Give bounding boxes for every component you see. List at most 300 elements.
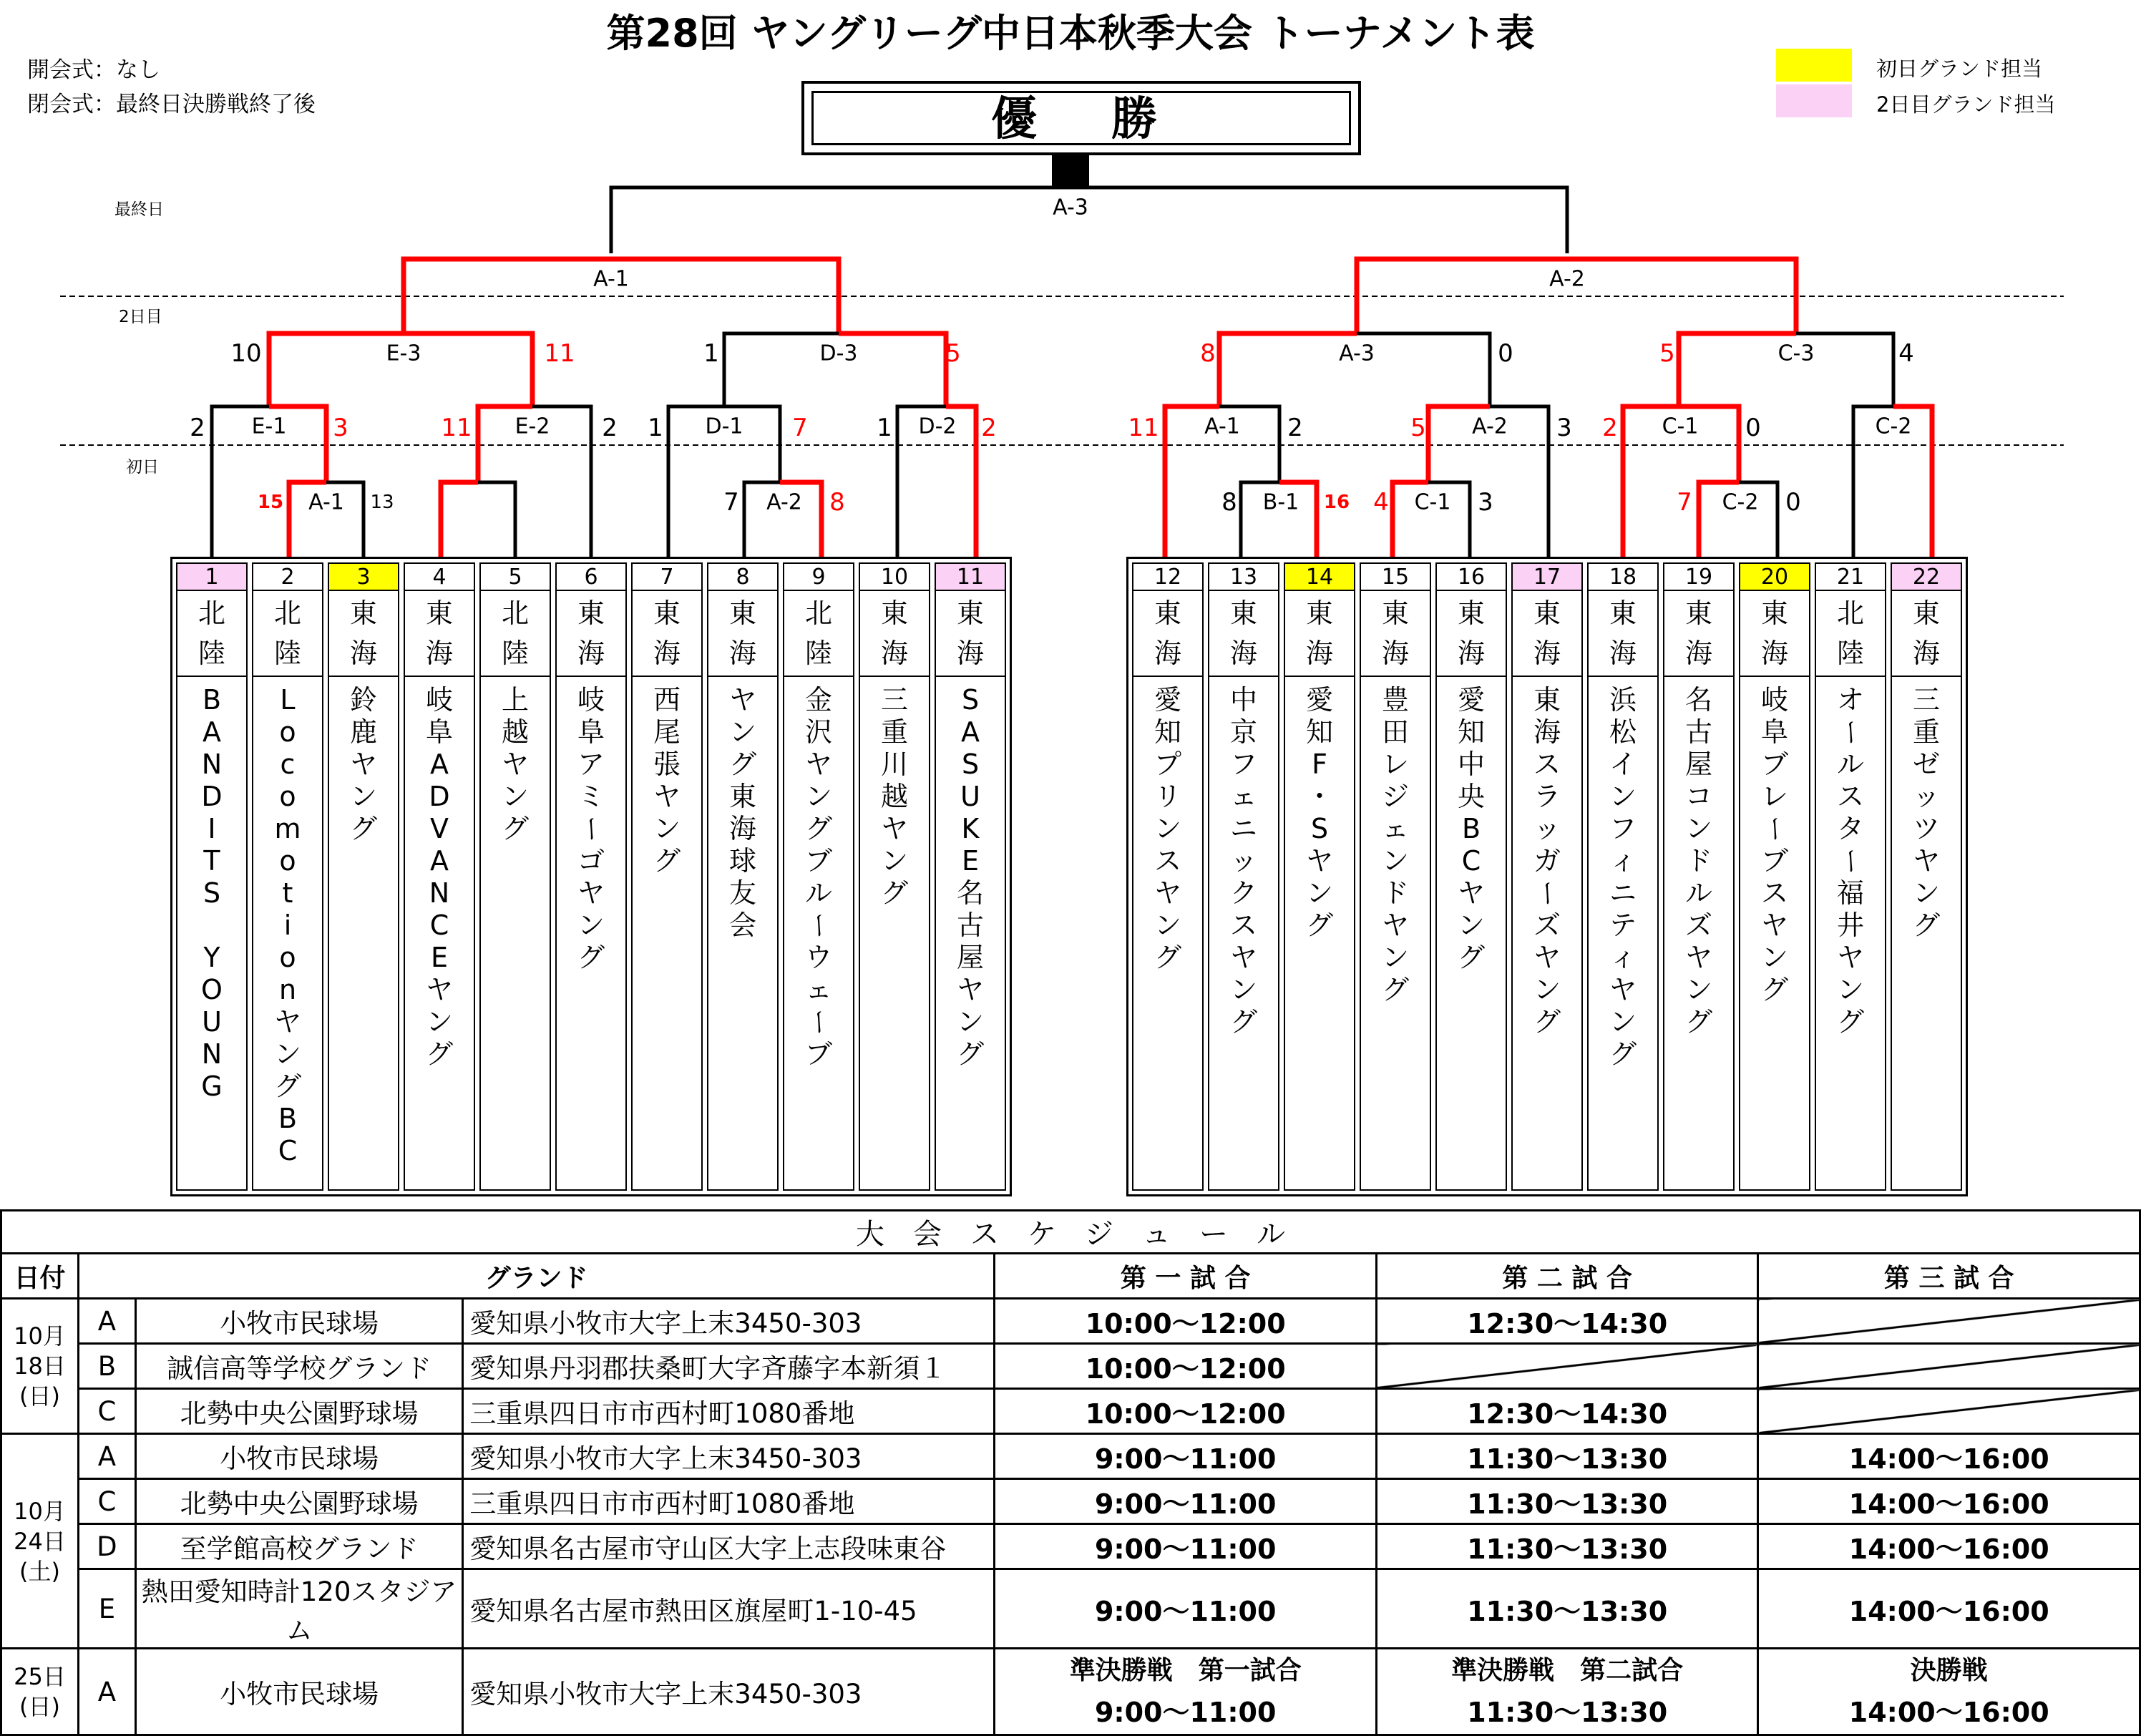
match-label: C-3: [1777, 341, 1815, 366]
team-name: [557, 677, 625, 1189]
team-region: [1816, 591, 1885, 677]
schedule-row: [1, 1389, 2140, 1434]
team-name-char: 京: [1229, 716, 1257, 748]
team-name-char: グ: [653, 845, 681, 877]
ground-name: 誠信高等学校グランド: [135, 1344, 462, 1389]
team-name: [1209, 677, 1278, 1189]
team-name-char: リ: [1154, 781, 1181, 812]
bracket-path: [1357, 333, 1490, 406]
team-column: [328, 562, 399, 1191]
team-name-char: ヤ: [1229, 942, 1257, 973]
schedule-row: [1, 1649, 2140, 1735]
team-column: [1360, 562, 1431, 1191]
team-column: [479, 562, 551, 1191]
team-region: [1285, 591, 1354, 677]
team-name-char: ヤ: [956, 974, 984, 1005]
team-name-char: ー: [1835, 718, 1867, 746]
ground-code: A: [78, 1649, 135, 1735]
team-name-char: 越: [880, 781, 908, 812]
team-name-char: グ: [956, 1038, 984, 1070]
match-score: 2: [1602, 414, 1618, 442]
team-name-char: ッ: [1912, 781, 1940, 812]
team-region: [633, 591, 701, 677]
team-name-char: 金: [804, 684, 832, 716]
team-group-left: [170, 557, 1012, 1196]
ground-address: 三重県四日市市西村町1080番地: [463, 1389, 995, 1434]
team-name-char: ン: [653, 813, 681, 844]
game-time-g3: [1758, 1389, 2140, 1434]
region-char: 海: [1305, 638, 1333, 669]
team-name-char: ド: [1684, 845, 1712, 877]
region-char: 海: [1912, 638, 1940, 669]
team-name-char: 名: [1684, 684, 1712, 716]
match-label: A-3: [1339, 341, 1375, 366]
team-name-char: ヤ: [1609, 974, 1637, 1005]
team-name-char: ミ: [577, 781, 605, 812]
team-name-char: コ: [1684, 781, 1712, 812]
team-name-char: ン: [956, 1006, 984, 1038]
team-region: [1437, 591, 1506, 677]
region-char: 東: [1609, 598, 1637, 629]
col-ground: グランド: [78, 1254, 995, 1299]
team-name-char: ン: [1836, 974, 1864, 1005]
schedule-row: [1, 1434, 2140, 1479]
team-name-char: B: [1461, 813, 1481, 844]
team-name-char: レ: [1381, 748, 1409, 780]
team-name-char: 阜: [577, 716, 605, 748]
region-char: 陸: [1836, 638, 1864, 669]
team-name-char: ウ: [804, 942, 832, 973]
team-name-char: ヤ: [425, 974, 453, 1005]
date-line: (日): [19, 1693, 60, 1720]
team-name-char: E: [961, 845, 979, 877]
team-name-char: グ: [501, 813, 529, 844]
team-column: [1435, 562, 1507, 1191]
game-time-g3: 14:00〜16:00: [1758, 1479, 2140, 1524]
match-score: 5: [1659, 339, 1675, 368]
team-name-char: ヤ: [1836, 942, 1864, 973]
team-number: 20: [1740, 564, 1809, 591]
match-score: 8: [1200, 339, 1216, 368]
team-name: [860, 677, 929, 1189]
team-name-char: o: [279, 716, 296, 748]
team-name-char: ヤ: [653, 781, 681, 812]
team-name-char: 西: [653, 684, 681, 716]
team-number: 6: [557, 564, 625, 591]
team-number: 4: [405, 564, 474, 591]
match-score: 2: [1287, 414, 1303, 442]
team-name: [329, 677, 398, 1189]
team-name-char: 東: [728, 781, 756, 812]
ground-address: 愛知県名古屋市熱田区旗屋町1-10-45: [463, 1569, 995, 1649]
match-score: 16: [1323, 492, 1350, 513]
team-number: 21: [1816, 564, 1885, 591]
team-region: [1740, 591, 1809, 677]
team-name-char: プ: [1154, 748, 1181, 780]
team-number: 18: [1589, 564, 1657, 591]
match-score: 4: [1373, 488, 1389, 517]
team-name-char: [198, 910, 225, 942]
team-name-char: U: [202, 1006, 222, 1038]
team-number: 15: [1361, 564, 1430, 591]
team-column: [1208, 562, 1279, 1191]
team-name-char: ヤ: [804, 748, 832, 780]
team-name-char: 屋: [956, 942, 984, 973]
team-column: [1511, 562, 1583, 1191]
region-char: 海: [1154, 638, 1181, 669]
team-column: [404, 562, 475, 1191]
team-name-char: N: [201, 748, 223, 780]
game-time: 14:00〜16:00: [1848, 1697, 2049, 1728]
team-name-char: フ: [1229, 748, 1257, 780]
match-score: 0: [1785, 488, 1801, 517]
game-time-g3: [1758, 1299, 2140, 1344]
team-name-char: ヤ: [501, 748, 529, 780]
team-name-char: グ: [1533, 1006, 1561, 1038]
team-name-char: ン: [1609, 781, 1637, 812]
team-name-char: ヤ: [880, 813, 908, 844]
team-name-char: ヤ: [1760, 910, 1788, 941]
ground-address: 三重県四日市市西村町1080番地: [463, 1479, 995, 1524]
team-name-char: E: [430, 942, 448, 973]
team-name-char: 三: [880, 684, 908, 716]
bracket-path: [611, 187, 1567, 253]
match-score: 8: [829, 488, 845, 517]
match-score: 3: [1556, 414, 1572, 442]
ground-code: A: [78, 1299, 135, 1344]
team-name-char: ン: [425, 1006, 453, 1038]
team-name-char: ン: [1381, 845, 1409, 877]
region-char: 東: [349, 598, 377, 629]
region-char: 海: [956, 638, 984, 669]
team-column: [707, 562, 779, 1191]
match-score: 7: [792, 414, 808, 442]
team-name-char: 古: [956, 910, 984, 941]
region-char: 東: [1381, 598, 1409, 629]
team-region: [329, 591, 398, 677]
team-name-char: ィ: [1609, 845, 1637, 877]
region-char: 北: [804, 598, 832, 629]
team-name: [936, 677, 1005, 1189]
team-name-char: 中: [1457, 748, 1485, 780]
team-name-char: 岐: [1760, 684, 1788, 716]
team-name-char: ン: [804, 781, 832, 812]
match-label-final: A-3: [1053, 195, 1088, 220]
team-name-char: グ: [577, 942, 605, 973]
ground-name: 小牧市民球場: [135, 1299, 462, 1344]
game-time-g3: 14:00〜16:00: [1758, 1524, 2140, 1569]
team-name-char: レ: [1760, 781, 1788, 812]
region-char: 陸: [197, 638, 225, 669]
team-name-char: T: [203, 845, 220, 877]
match-score: 1: [703, 339, 719, 368]
bracket-winner-path: [441, 482, 478, 558]
page-title: 第28回 ヤングリーグ中日本秋季大会 トーナメント表: [606, 11, 1535, 56]
team-name-char: 鈴: [349, 684, 377, 716]
game-time-g2: 11:30〜13:30: [1376, 1434, 1757, 1479]
team-name-char: 松: [1609, 716, 1637, 748]
region-char: 海: [577, 638, 605, 669]
match-label: A-1: [308, 489, 344, 515]
ground-name: 小牧市民球場: [135, 1649, 462, 1735]
team-number: 14: [1285, 564, 1354, 591]
schedule-row: [1, 1344, 2140, 1389]
game-time: 9:00〜11:00: [1094, 1697, 1277, 1728]
team-region: [936, 591, 1005, 677]
team-column: [859, 562, 930, 1191]
team-region: [860, 591, 929, 677]
team-name: [405, 677, 474, 1189]
ground-name: 熱田愛知時計120スタジアム: [135, 1569, 462, 1649]
schedule-date: [1, 1649, 79, 1735]
region-char: 北: [197, 598, 225, 629]
match-score: 10: [230, 339, 262, 368]
team-name-char: 豊: [1381, 684, 1409, 716]
region-char: 陸: [501, 638, 529, 669]
match-score: 2: [602, 414, 618, 442]
team-name: [1816, 677, 1885, 1189]
match-score: 7: [1677, 488, 1692, 517]
ground-address: 愛知県小牧市大字上末3450-303: [463, 1434, 995, 1479]
region-char: 陸: [273, 638, 301, 669]
team-name-char: o: [279, 845, 296, 877]
game-time-g2: 11:30〜13:30: [1376, 1524, 1757, 1569]
legend-day2-label: 2日目グランド担当: [1876, 92, 2056, 117]
team-name-char: ン: [1154, 910, 1181, 941]
game-time-g1: 9:00〜11:00: [995, 1434, 1376, 1479]
region-char: 東: [1760, 598, 1788, 629]
ground-name: 至学館高校グランド: [135, 1524, 462, 1569]
team-name-char: 会: [728, 910, 756, 941]
team-column: [1663, 562, 1735, 1191]
team-name-char: ブ: [1760, 748, 1788, 780]
game-time-g1: [995, 1649, 1376, 1735]
team-name-char: グ: [1229, 1006, 1257, 1038]
region-char: 海: [425, 638, 453, 669]
game-time-g1: 9:00〜11:00: [995, 1569, 1376, 1649]
team-name-char: G: [201, 1071, 223, 1102]
ground-name: 北勢中央公園野球場: [135, 1389, 462, 1434]
region-char: 海: [1533, 638, 1561, 669]
team-name-char: ェ: [804, 974, 832, 1005]
match-score: 1: [877, 414, 892, 442]
col-date: 日付: [1, 1254, 79, 1299]
game-time-g1: 10:00〜12:00: [995, 1299, 1376, 1344]
team-name-char: 友: [728, 877, 756, 909]
team-name-char: 越: [501, 716, 529, 748]
team-name-char: 知: [1305, 716, 1333, 748]
team-name-char: ル: [804, 877, 832, 909]
team-name-char: グ: [1609, 1038, 1637, 1070]
team-name-char: ・: [1305, 781, 1333, 812]
team-name-char: 阜: [425, 716, 453, 748]
day-label-day2: 2日目: [119, 308, 162, 326]
team-region: [177, 591, 246, 677]
team-number: 13: [1209, 564, 1278, 591]
team-name-char: ヤ: [728, 684, 756, 716]
team-region: [784, 591, 853, 677]
team-name-char: ン: [273, 1038, 301, 1070]
region-char: 北: [501, 598, 529, 629]
team-name-char: ン: [880, 845, 908, 877]
team-name-char: C: [278, 1135, 298, 1166]
region-char: 海: [1684, 638, 1712, 669]
game-time-g2: [1376, 1649, 1757, 1735]
team-region: [1589, 591, 1657, 677]
ground-code: E: [78, 1569, 135, 1649]
team-name-char: 三: [1912, 684, 1940, 716]
team-region: [1664, 591, 1733, 677]
match-score: 15: [257, 492, 284, 513]
team-region: [481, 591, 550, 677]
team-name-char: 愛: [1457, 684, 1485, 716]
team-name-char: テ: [1609, 910, 1637, 941]
team-name-char: ー: [803, 912, 835, 940]
team-name-char: c: [280, 748, 296, 780]
team-name-char: 海: [1533, 716, 1561, 748]
team-name-char: S: [961, 684, 980, 716]
region-char: 海: [728, 638, 756, 669]
team-name-char: ズ: [1533, 910, 1561, 941]
date-line: 24日: [14, 1527, 66, 1555]
ground-code: C: [78, 1389, 135, 1434]
team-name-char: A: [961, 716, 980, 748]
team-name-char: ゼ: [1912, 748, 1940, 780]
team-name-char: ブ: [804, 1038, 832, 1070]
match-label: A-2: [1472, 414, 1508, 439]
team-name-char: フ: [1609, 813, 1637, 844]
col-game1: 第 一 試 合: [995, 1254, 1376, 1299]
team-name-char: O: [201, 974, 223, 1005]
team-name-char: ン: [1684, 974, 1712, 1005]
team-name-char: 屋: [1684, 748, 1712, 780]
team-name-char: ラ: [1533, 781, 1561, 812]
team-region: [253, 591, 322, 677]
team-name-char: ヤ: [349, 748, 377, 780]
team-name-char: ヤ: [1533, 942, 1561, 973]
team-name-char: グ: [1457, 942, 1485, 973]
match-label: C-1: [1662, 414, 1699, 439]
match-score: 1: [648, 414, 663, 442]
game-time-g3: [1758, 1344, 2140, 1389]
team-name-char: C: [1461, 845, 1481, 877]
region-char: 東: [1305, 598, 1333, 629]
team-name-char: グ: [425, 1038, 453, 1070]
col-game2: 第 二 試 合: [1376, 1254, 1757, 1299]
match-score: 13: [370, 492, 394, 513]
game-time-g2: [1376, 1344, 1757, 1389]
team-name-char: ン: [349, 781, 377, 812]
team-name-char: タ: [1836, 813, 1864, 844]
team-number: 22: [1892, 564, 1961, 591]
game-time-g2: 12:30〜14:30: [1376, 1389, 1757, 1434]
team-name-char: 尾: [653, 716, 681, 748]
team-name-char: ズ: [1684, 910, 1712, 941]
team-name-char: ェ: [1229, 781, 1257, 812]
team-name-char: ス: [1533, 748, 1561, 780]
schedule-title: 大 会 ス ケ ジ ュ ー ル: [1, 1211, 2140, 1254]
match-label: B-1: [1262, 489, 1299, 515]
region-char: 東: [653, 598, 681, 629]
team-name-char: L: [280, 684, 296, 716]
team-name-char: ニ: [1229, 813, 1257, 844]
team-name-char: A: [203, 716, 221, 748]
team-name-char: ツ: [1912, 813, 1940, 844]
team-name-char: グ: [273, 1071, 301, 1102]
region-char: 東: [1533, 598, 1561, 629]
region-char: 東: [728, 598, 756, 629]
game-round-title: 準決勝戦 第二試合: [1451, 1656, 1684, 1685]
team-name-char: グ: [880, 877, 908, 909]
team-number: 3: [329, 564, 398, 591]
team-name-char: 張: [653, 748, 681, 780]
team-name-char: ヤ: [1912, 845, 1940, 877]
match-score: 0: [1498, 339, 1513, 368]
team-column: [252, 562, 323, 1191]
team-name: [177, 677, 246, 1189]
team-name-char: 重: [880, 716, 908, 748]
game-round-title: 準決勝戦 第一試合: [1069, 1656, 1302, 1685]
team-name-char: 沢: [804, 716, 832, 748]
team-name-char: ン: [1609, 1006, 1637, 1038]
team-name-char: ー: [1835, 847, 1867, 875]
team-name-char: B: [278, 1103, 298, 1134]
team-name: [1740, 677, 1809, 1189]
match-label: C-1: [1414, 489, 1451, 515]
team-column: [783, 562, 854, 1191]
team-name-char: D: [429, 781, 450, 812]
team-region: [557, 591, 625, 677]
ground-address: 愛知県名古屋市守山区大字上志段味東谷: [463, 1524, 995, 1569]
match-label: E-2: [514, 414, 550, 439]
region-char: 海: [1457, 638, 1485, 669]
team-region: [1892, 591, 1961, 677]
team-name-char: ン: [1457, 910, 1485, 941]
game-time-g3: [1758, 1649, 2140, 1735]
match-label: D-3: [819, 341, 858, 366]
match-score: 2: [190, 414, 205, 442]
team-name-char: グ: [1912, 910, 1940, 941]
match-score: 11: [1128, 414, 1159, 442]
game-time-g3: 14:00〜16:00: [1758, 1434, 2140, 1479]
region-char: 東: [577, 598, 605, 629]
team-name-char: 知: [1457, 716, 1485, 748]
team-name-char: ー: [1759, 815, 1791, 843]
team-name-char: ヤ: [577, 877, 605, 909]
region-char: 北: [1836, 598, 1864, 629]
team-name-char: ア: [577, 748, 605, 780]
schedule-row: [1, 1524, 2140, 1569]
team-name-char: ル: [1684, 877, 1712, 909]
date-line: 10月: [14, 1497, 66, 1525]
schedule-row: [1, 1569, 2140, 1649]
closing-ceremony-note: 閉会式：最終日決勝戦終了後: [27, 92, 316, 117]
team-name-char: ー: [575, 815, 608, 843]
team-name: [1892, 677, 1961, 1189]
team-name-char: t: [282, 877, 293, 909]
team-name-char: I: [208, 813, 216, 844]
region-char: 北: [273, 598, 301, 629]
team-name-char: 古: [1684, 716, 1712, 748]
team-name-char: ェ: [1381, 813, 1409, 844]
game-time-g2: 11:30〜13:30: [1376, 1479, 1757, 1524]
team-number: 7: [633, 564, 701, 591]
team-name-char: Y: [203, 942, 220, 973]
match-label: D-2: [918, 414, 957, 439]
team-name-char: 愛: [1305, 684, 1333, 716]
region-char: 海: [653, 638, 681, 669]
match-score: 3: [1478, 488, 1493, 517]
